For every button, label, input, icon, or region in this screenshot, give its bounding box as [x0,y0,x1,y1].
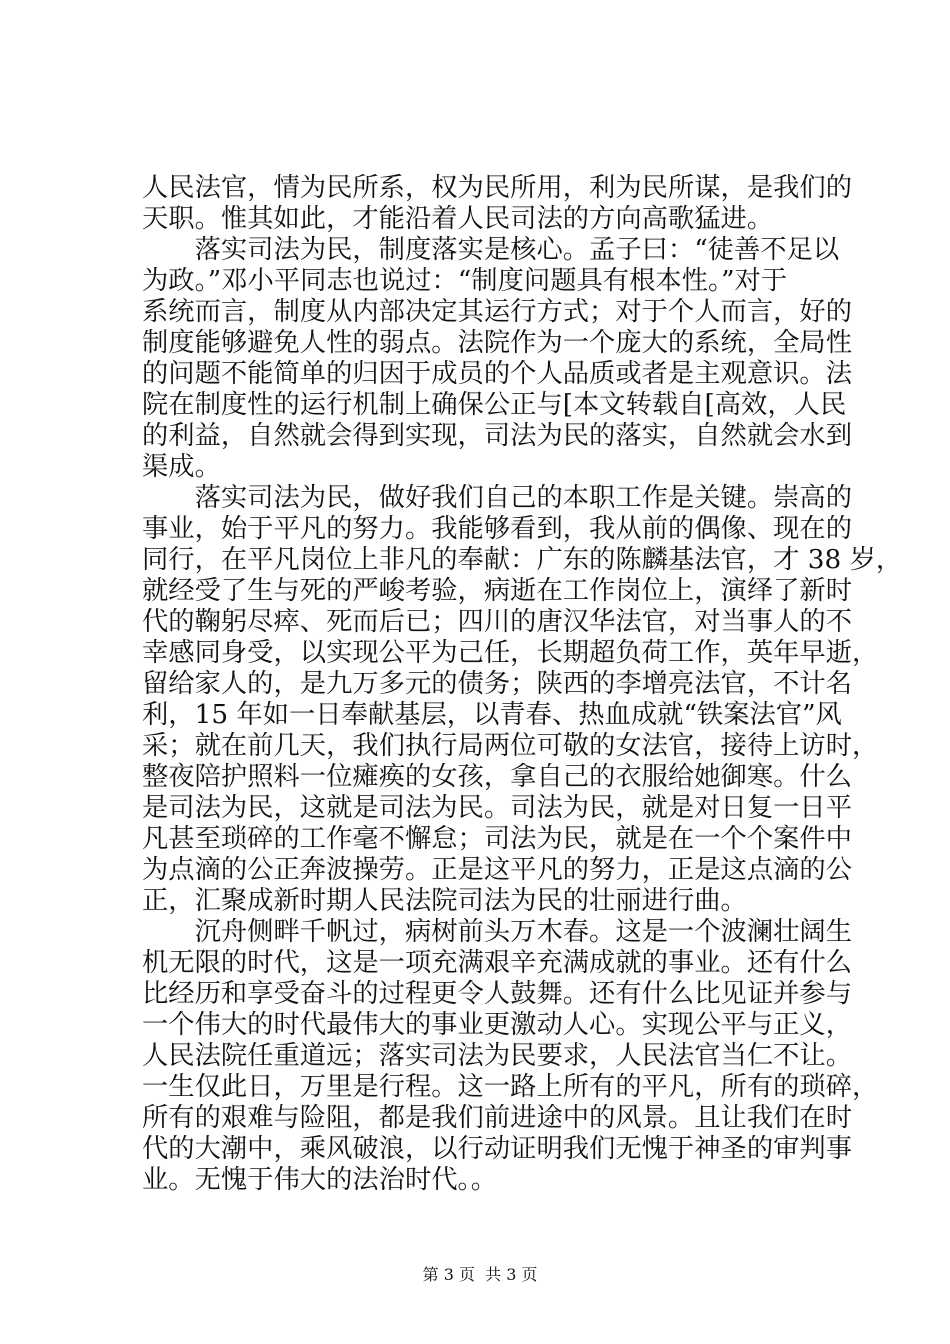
text-line: 就经受了生与死的严峻考验，病逝在工作岗位上，演绎了新时 [142,576,853,606]
paragraph [142,235,853,483]
text-line: 为点滴的公正奔波操劳。正是这平凡的努力，正是这点滴的公 [142,855,853,885]
text-line: 是司法为民，这就是司法为民。司法为民，就是对日复一日平 [142,793,853,823]
page-footer [0,1245,950,1285]
text-line: 落实司法为民，制度落实是核心。孟子曰：“徒善不足以 [142,235,840,265]
text-line: 院在制度性的运行机制上确保公正与[本文转载自[高效，人民 [142,390,847,420]
text-line: 同行，在平凡岗位上非凡的奉献：广东的陈麟基法官，才 38 岁， [142,545,903,575]
text-line: 落实司法为民，做好我们自己的本职工作是关键。崇高的 [142,483,853,513]
text-line: 比经历和享受奋斗的过程更令人鼓舞。还有什么比见证并参与 [142,979,853,1009]
page-number: 第 3 页 共 3 页 [422,1265,538,1284]
text-line: 一生仅此日，万里是行程。这一路上所有的平凡，所有的琐碎， [142,1072,879,1102]
text-line: 代的大潮中，乘风破浪，以行动证明我们无愧于神圣的审判事 [142,1134,853,1164]
text-line: 正，汇聚成新时期人民法院司法为民的壮丽进行曲。 [142,886,747,916]
text-line: 天职。惟其如此，才能沿着人民司法的方向高歌猛进。 [142,204,774,234]
text-line: 一个伟大的时代最伟大的事业更激动人心。实现公平与正义， [142,1010,853,1040]
text-line: 沉舟侧畔千帆过，病树前头万木春。这是一个波澜壮阔生 [142,917,853,947]
paragraph [142,483,903,917]
text-line: 的利益，自然就会得到实现，司法为民的落实，自然就会水到 [142,421,853,451]
document-body [142,173,903,1196]
text-line: 为政。”邓小平同志也说过：“制度问题具有根本性。”对于 [142,266,788,296]
text-line: 人民法官，情为民所系，权为民所用，利为民所谋，是我们的 [142,173,853,203]
text-line: 系统而言，制度从内部决定其运行方式；对于个人而言，好的 [142,297,853,327]
text-line: 代的鞠躬尽瘁、死而后已；四川的唐汉华法官，对当事人的不 [142,607,853,637]
text-line: 制度能够避免人性的弱点。法院作为一个庞大的系统，全局性 [142,328,853,358]
text-line: 所有的艰难与险阻，都是我们前进途中的风景。且让我们在时 [142,1103,853,1133]
text-line: 利，15 年如一日奉献基层，以青春、热血成就“铁案法官”风 [142,700,842,730]
text-line: 凡甚至琐碎的工作毫不懈怠；司法为民，就是在一个个案件中 [142,824,853,854]
text-line: 的问题不能简单的归因于成员的个人品质或者是主观意识。法 [142,359,853,389]
paragraph [142,173,853,235]
text-line: 采；就在前几天，我们执行局两位可敬的女法官，接待上访时， [142,731,879,761]
text-line: 留给家人的，是九万多元的债务；陕西的李增亮法官，不计名 [142,669,853,699]
text-line: 幸感同身受，以实现公平为己任，长期超负荷工作，英年早逝， [142,638,879,668]
text-line: 机无限的时代，这是一项充满艰辛充满成就的事业。还有什么 [142,948,853,978]
text-line: 渠成。 [142,452,221,482]
text-line: 整夜陪护照料一位瘫痪的女孩，拿自己的衣服给她御寒。什么 [142,762,853,792]
paragraph [142,917,879,1196]
text-line: 业。无愧于伟大的法治时代。。 [142,1165,498,1195]
text-line: 事业，始于平凡的努力。我能够看到，我从前的偶像、现在的 [142,514,853,544]
text-line: 人民法院任重道远；落实司法为民要求，人民法官当仁不让。 [142,1041,853,1071]
